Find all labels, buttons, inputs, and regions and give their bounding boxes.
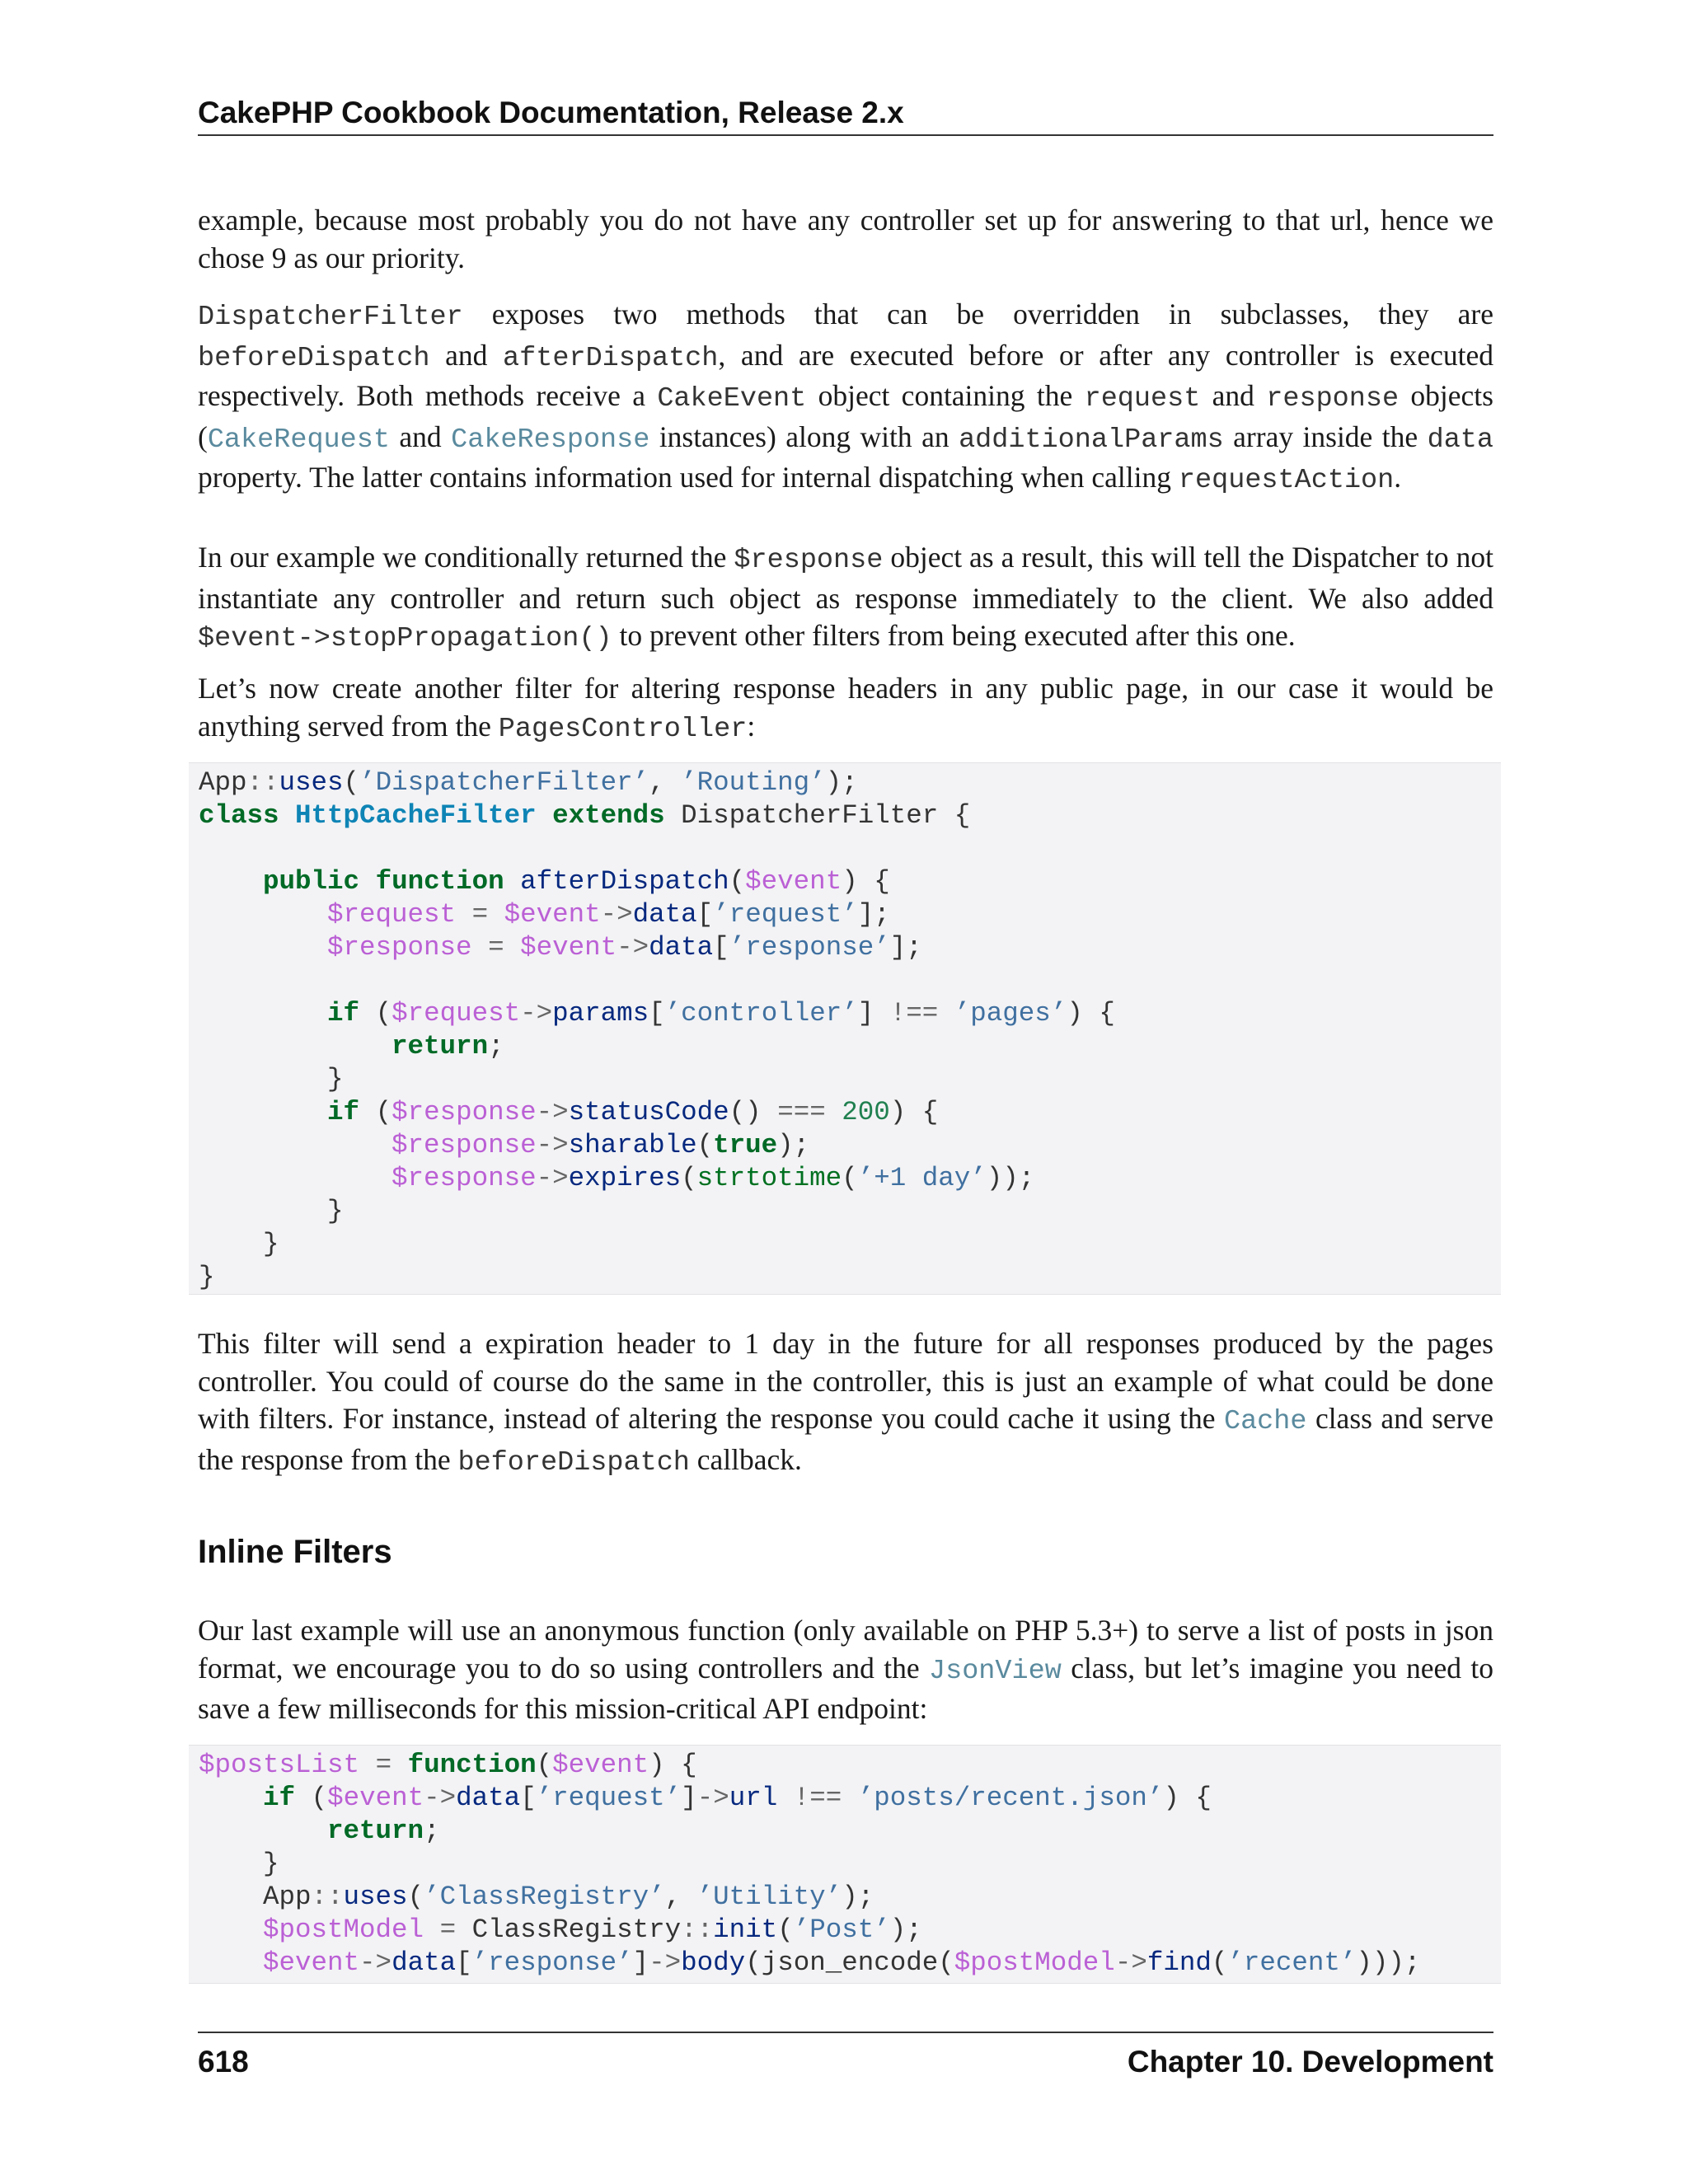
code-token: [ xyxy=(713,932,729,963)
code-token: } xyxy=(327,1196,344,1226)
paragraph-response-headers: Let’s now create another filter for altering response headers in any public page, in our case it would be anything served from the PagesController: xyxy=(198,672,1493,745)
code-token xyxy=(199,998,327,1029)
code-token xyxy=(938,998,954,1029)
code-token xyxy=(472,932,489,963)
code-line xyxy=(199,1096,938,1129)
code-token: ( xyxy=(536,1750,553,1780)
code-token: :: xyxy=(311,1882,344,1912)
code-token: ’DispatcherFilter’ xyxy=(359,767,649,798)
code-token xyxy=(199,1097,327,1127)
code-token: ( xyxy=(1211,1947,1228,1978)
inline-code: data xyxy=(1427,424,1494,456)
code-token: data xyxy=(456,1783,521,1813)
code-line xyxy=(199,1030,504,1063)
code-token: ’request’ xyxy=(536,1783,682,1813)
code-token: ); xyxy=(889,1915,922,1945)
code-token: -> xyxy=(600,899,633,930)
code-token xyxy=(199,1882,263,1912)
code-token: $event xyxy=(504,899,601,930)
code-line xyxy=(199,1063,344,1096)
code-token: ; xyxy=(488,1031,504,1062)
code-token xyxy=(199,1849,263,1879)
code-token: if xyxy=(327,998,360,1029)
code-token: $request xyxy=(327,899,457,930)
code-line xyxy=(199,1914,922,1947)
json-view-link[interactable]: JsonView xyxy=(929,1655,1062,1687)
code-token: data xyxy=(649,932,714,963)
running-header: CakePHP Cookbook Documentation, Release 2.x xyxy=(198,96,904,129)
code-token: :: xyxy=(681,1915,714,1945)
code-token: function xyxy=(375,866,504,897)
inline-code: $response xyxy=(734,545,884,576)
code-line xyxy=(199,1815,440,1848)
code-token: ) { xyxy=(649,1750,697,1780)
code-token: ); xyxy=(842,1882,874,1912)
inline-code: response xyxy=(1266,383,1400,415)
code-token: afterDispatch xyxy=(520,866,729,897)
code-token xyxy=(199,866,263,897)
code-token: $response xyxy=(392,1130,537,1160)
code-token: ) { xyxy=(889,1097,939,1127)
code-token: ] xyxy=(681,1783,697,1813)
code-token: ’Routing’ xyxy=(681,767,826,798)
code-token: -> xyxy=(696,1783,729,1813)
code-token: ( xyxy=(343,767,360,798)
code-token: = xyxy=(488,932,504,963)
code-token xyxy=(199,1031,392,1062)
section-heading-inline-filters: Inline Filters xyxy=(198,1534,392,1570)
code-token: strtotime xyxy=(696,1163,842,1193)
code-token: -> xyxy=(617,932,649,963)
code-token: ( xyxy=(375,1097,392,1127)
code-line xyxy=(199,997,1115,1030)
code-token: ’Post’ xyxy=(793,1915,890,1945)
code-token: class xyxy=(199,800,279,831)
code-token: DispatcherFilter xyxy=(681,800,939,831)
code-token xyxy=(488,899,504,930)
code-token xyxy=(826,1097,842,1127)
code-block-posts-list xyxy=(189,1745,1501,1984)
code-token: ( xyxy=(842,1163,858,1193)
code-token: params xyxy=(552,998,649,1029)
code-token: ClassRegistry xyxy=(471,1915,682,1945)
code-token: ]; xyxy=(857,899,890,930)
code-line xyxy=(199,799,970,832)
code-token: ]; xyxy=(889,932,922,963)
code-token: ))); xyxy=(1356,1947,1421,1978)
code-token: url xyxy=(729,1783,778,1813)
inline-code: additionalParams xyxy=(959,424,1224,456)
code-token: uses xyxy=(343,1882,408,1912)
code-line xyxy=(199,1129,809,1162)
code-token: ); xyxy=(777,1130,810,1160)
code-token: ’+1 day’ xyxy=(857,1163,987,1193)
code-token: === xyxy=(777,1097,826,1127)
code-token: -> xyxy=(536,1163,569,1193)
paragraph-expiration-header: This filter will send a expiration header to 1 day in the future for all responses produced by the pages controller. You could of course do the same in the controller, this is just an example of what could be done with filters. For instance, instead of altering the response you could cache it using the Cache class and serve the response from the beforeDispatch callback. xyxy=(198,1327,1493,1479)
code-token xyxy=(199,932,327,963)
code-line xyxy=(199,898,890,931)
code-token xyxy=(199,1196,327,1226)
code-token: $postModel xyxy=(954,1947,1115,1978)
code-token xyxy=(295,1783,312,1813)
code-token: $response xyxy=(327,932,472,963)
code-token xyxy=(665,800,682,831)
code-token xyxy=(199,1163,392,1193)
code-token xyxy=(842,1783,858,1813)
code-block-http-cache-filter xyxy=(189,762,1501,1295)
code-token xyxy=(199,1783,263,1813)
code-line xyxy=(199,931,922,964)
code-token: ) { xyxy=(1163,1783,1212,1813)
code-token: sharable xyxy=(568,1130,697,1160)
code-token: ’recent’ xyxy=(1227,1947,1357,1978)
code-token: if xyxy=(327,1097,360,1127)
code-token: HttpCacheFilter xyxy=(295,800,537,831)
inline-code: request xyxy=(1084,383,1201,415)
code-token xyxy=(199,1229,263,1259)
code-token: -> xyxy=(649,1947,682,1978)
code-token: ] xyxy=(632,1947,649,1978)
code-token xyxy=(762,1097,778,1127)
code-token: $response xyxy=(392,1097,537,1127)
code-line xyxy=(199,766,858,799)
code-token: App xyxy=(263,1882,312,1912)
paragraph-response-return: In our example we conditionally returned the $response object as a result, this will tell the Dispatcher to not instantiate any controller and return such object as response immediately to the client. We also added $event->stopPropagation() to prevent other filters from being executed after this one. xyxy=(198,541,1493,654)
code-token: ’Utility’ xyxy=(696,1882,842,1912)
code-token: init xyxy=(713,1915,778,1945)
code-token: App xyxy=(199,767,247,798)
code-token xyxy=(199,1915,263,1945)
code-token: expires xyxy=(568,1163,682,1193)
code-token: -> xyxy=(359,1947,392,1978)
code-token: $postsList xyxy=(199,1750,360,1780)
code-token: ( xyxy=(375,998,392,1029)
code-token: ( xyxy=(681,1163,697,1193)
code-token: $event xyxy=(552,1750,649,1780)
code-token: $event xyxy=(327,1783,424,1813)
code-token: ( xyxy=(696,1130,714,1160)
code-token: $postModel xyxy=(263,1915,424,1945)
code-token: [ xyxy=(520,1783,537,1813)
code-line xyxy=(199,1228,279,1261)
code-token: () xyxy=(729,1097,762,1127)
code-token: 200 xyxy=(842,1097,890,1127)
code-line xyxy=(199,1782,1212,1815)
inline-code: DispatcherFilter xyxy=(198,302,463,333)
page-number: 618 xyxy=(198,2045,249,2079)
code-token xyxy=(392,1750,408,1780)
inline-code: CakeEvent xyxy=(657,383,807,415)
code-token: public xyxy=(263,866,360,897)
code-token xyxy=(424,1915,440,1945)
code-token: ) { xyxy=(842,866,890,897)
code-token: extends xyxy=(552,800,665,831)
code-token xyxy=(279,800,296,831)
code-token: return xyxy=(327,1816,424,1846)
code-token: ( xyxy=(407,1882,424,1912)
inline-code: beforeDispatch xyxy=(198,342,430,374)
code-token xyxy=(938,800,954,831)
code-token xyxy=(199,1816,327,1846)
cake-response-link[interactable]: CakeResponse xyxy=(451,424,650,456)
code-token: ’ClassRegistry’ xyxy=(424,1882,665,1912)
code-line xyxy=(199,1261,215,1294)
footer-rule xyxy=(198,2032,1493,2033)
code-token: ’posts/recent.json’ xyxy=(857,1783,1164,1813)
code-token: } xyxy=(327,1064,344,1094)
code-line xyxy=(199,1947,1420,1980)
cache-link[interactable]: Cache xyxy=(1223,1406,1307,1437)
code-token: , xyxy=(664,1882,697,1912)
code-token xyxy=(359,866,376,897)
code-token: body xyxy=(681,1947,746,1978)
code-token: [ xyxy=(456,1947,472,1978)
code-token: ’pages’ xyxy=(954,998,1067,1029)
code-token: ); xyxy=(825,767,858,798)
code-token: [ xyxy=(649,998,665,1029)
code-token xyxy=(199,1947,263,1978)
code-token xyxy=(199,1130,392,1160)
inline-code: afterDispatch xyxy=(503,342,719,374)
code-token: ; xyxy=(424,1816,440,1846)
code-token: :: xyxy=(246,767,279,798)
code-token xyxy=(359,1750,376,1780)
header-rule xyxy=(198,134,1493,136)
code-token: find xyxy=(1146,1947,1212,1978)
code-token: ) { xyxy=(1067,998,1115,1029)
code-token: return xyxy=(392,1031,489,1062)
inline-code: requestAction xyxy=(1178,465,1395,496)
inline-code: beforeDispatch xyxy=(457,1446,690,1479)
inline-code: $event->stopPropagation() xyxy=(198,623,612,654)
code-token: = xyxy=(439,1915,457,1945)
code-token xyxy=(456,899,472,930)
code-token xyxy=(359,1097,376,1127)
cake-request-link[interactable]: CakeRequest xyxy=(207,424,390,456)
code-token: -> xyxy=(536,1130,569,1160)
code-token: ( xyxy=(938,1947,954,1978)
code-token: , xyxy=(649,767,682,798)
code-token: function xyxy=(407,1750,537,1780)
code-token: json_encode xyxy=(761,1947,939,1978)
paragraph-dispatcher-filter: DispatcherFilter exposes two methods that can be overridden in subclasses, they are beforeDispatch and afterDispatch, and are executed before or after any controller is executed respectively. Both methods receive a CakeEvent object containing the request and response objects (CakeRequest and CakeResponse instances) along with an additionalParams array inside the data property. The latter contains information used for internal dispatching when calling requestAction. xyxy=(198,298,1494,496)
code-token xyxy=(777,1783,794,1813)
code-token: data xyxy=(632,899,697,930)
code-token: $event xyxy=(263,1947,360,1978)
code-token: data xyxy=(392,1947,457,1978)
code-token: if xyxy=(263,1783,296,1813)
code-token: } xyxy=(263,1229,279,1259)
code-token: -> xyxy=(1114,1947,1147,1978)
code-token: -> xyxy=(424,1783,457,1813)
code-token xyxy=(456,1915,472,1945)
code-token: statusCode xyxy=(568,1097,729,1127)
code-line xyxy=(199,1848,279,1881)
code-token xyxy=(874,998,890,1029)
code-token: } xyxy=(199,1262,215,1292)
code-token: -> xyxy=(520,998,553,1029)
code-token: ’response’ xyxy=(471,1947,633,1978)
code-token: )); xyxy=(986,1163,1035,1193)
code-token: ( xyxy=(745,1947,762,1978)
code-token xyxy=(504,932,521,963)
code-token: ’controller’ xyxy=(664,998,858,1029)
code-token: ’response’ xyxy=(729,932,890,963)
code-token: = xyxy=(375,1750,392,1780)
code-token: $request xyxy=(392,998,521,1029)
code-token: -> xyxy=(536,1097,569,1127)
code-line xyxy=(199,865,890,898)
code-token: $response xyxy=(392,1163,537,1193)
code-token: ( xyxy=(777,1915,794,1945)
code-token: } xyxy=(263,1849,279,1879)
code-token xyxy=(359,998,376,1029)
chapter-title: Chapter 10. Development xyxy=(1127,2045,1493,2079)
code-token xyxy=(199,1064,327,1094)
code-token xyxy=(537,800,553,831)
code-token: $event xyxy=(520,932,617,963)
code-token: $event xyxy=(745,866,842,897)
code-token xyxy=(199,899,327,930)
paragraph-priority: example, because most probably you do not have any controller set up for answering to that url, hence we chose 9 as our priority. xyxy=(198,204,1493,274)
paragraph-anonymous-function: Our last example will use an anonymous function (only available on PHP 5.3+) to serve a list of posts in json format, we encourage you to do so using controllers and the JsonView class, but let’s imagine you need to save a few milliseconds for this mission-critical API endpoint: xyxy=(198,1614,1493,1725)
code-token: = xyxy=(471,899,489,930)
code-token: ( xyxy=(311,1783,328,1813)
code-line xyxy=(199,1749,697,1782)
code-token: !== xyxy=(889,998,939,1029)
code-token: uses xyxy=(279,767,344,798)
code-token: [ xyxy=(696,899,714,930)
code-token: true xyxy=(713,1130,778,1160)
code-token: ] xyxy=(857,998,874,1029)
code-line xyxy=(199,1195,344,1228)
code-token: { xyxy=(954,800,971,831)
code-line xyxy=(199,1881,874,1914)
code-line xyxy=(199,1162,1034,1195)
code-token xyxy=(504,866,521,897)
code-token: ( xyxy=(729,866,746,897)
code-token: !== xyxy=(793,1783,842,1813)
inline-code: PagesController xyxy=(498,713,748,745)
code-token: ’request’ xyxy=(713,899,858,930)
